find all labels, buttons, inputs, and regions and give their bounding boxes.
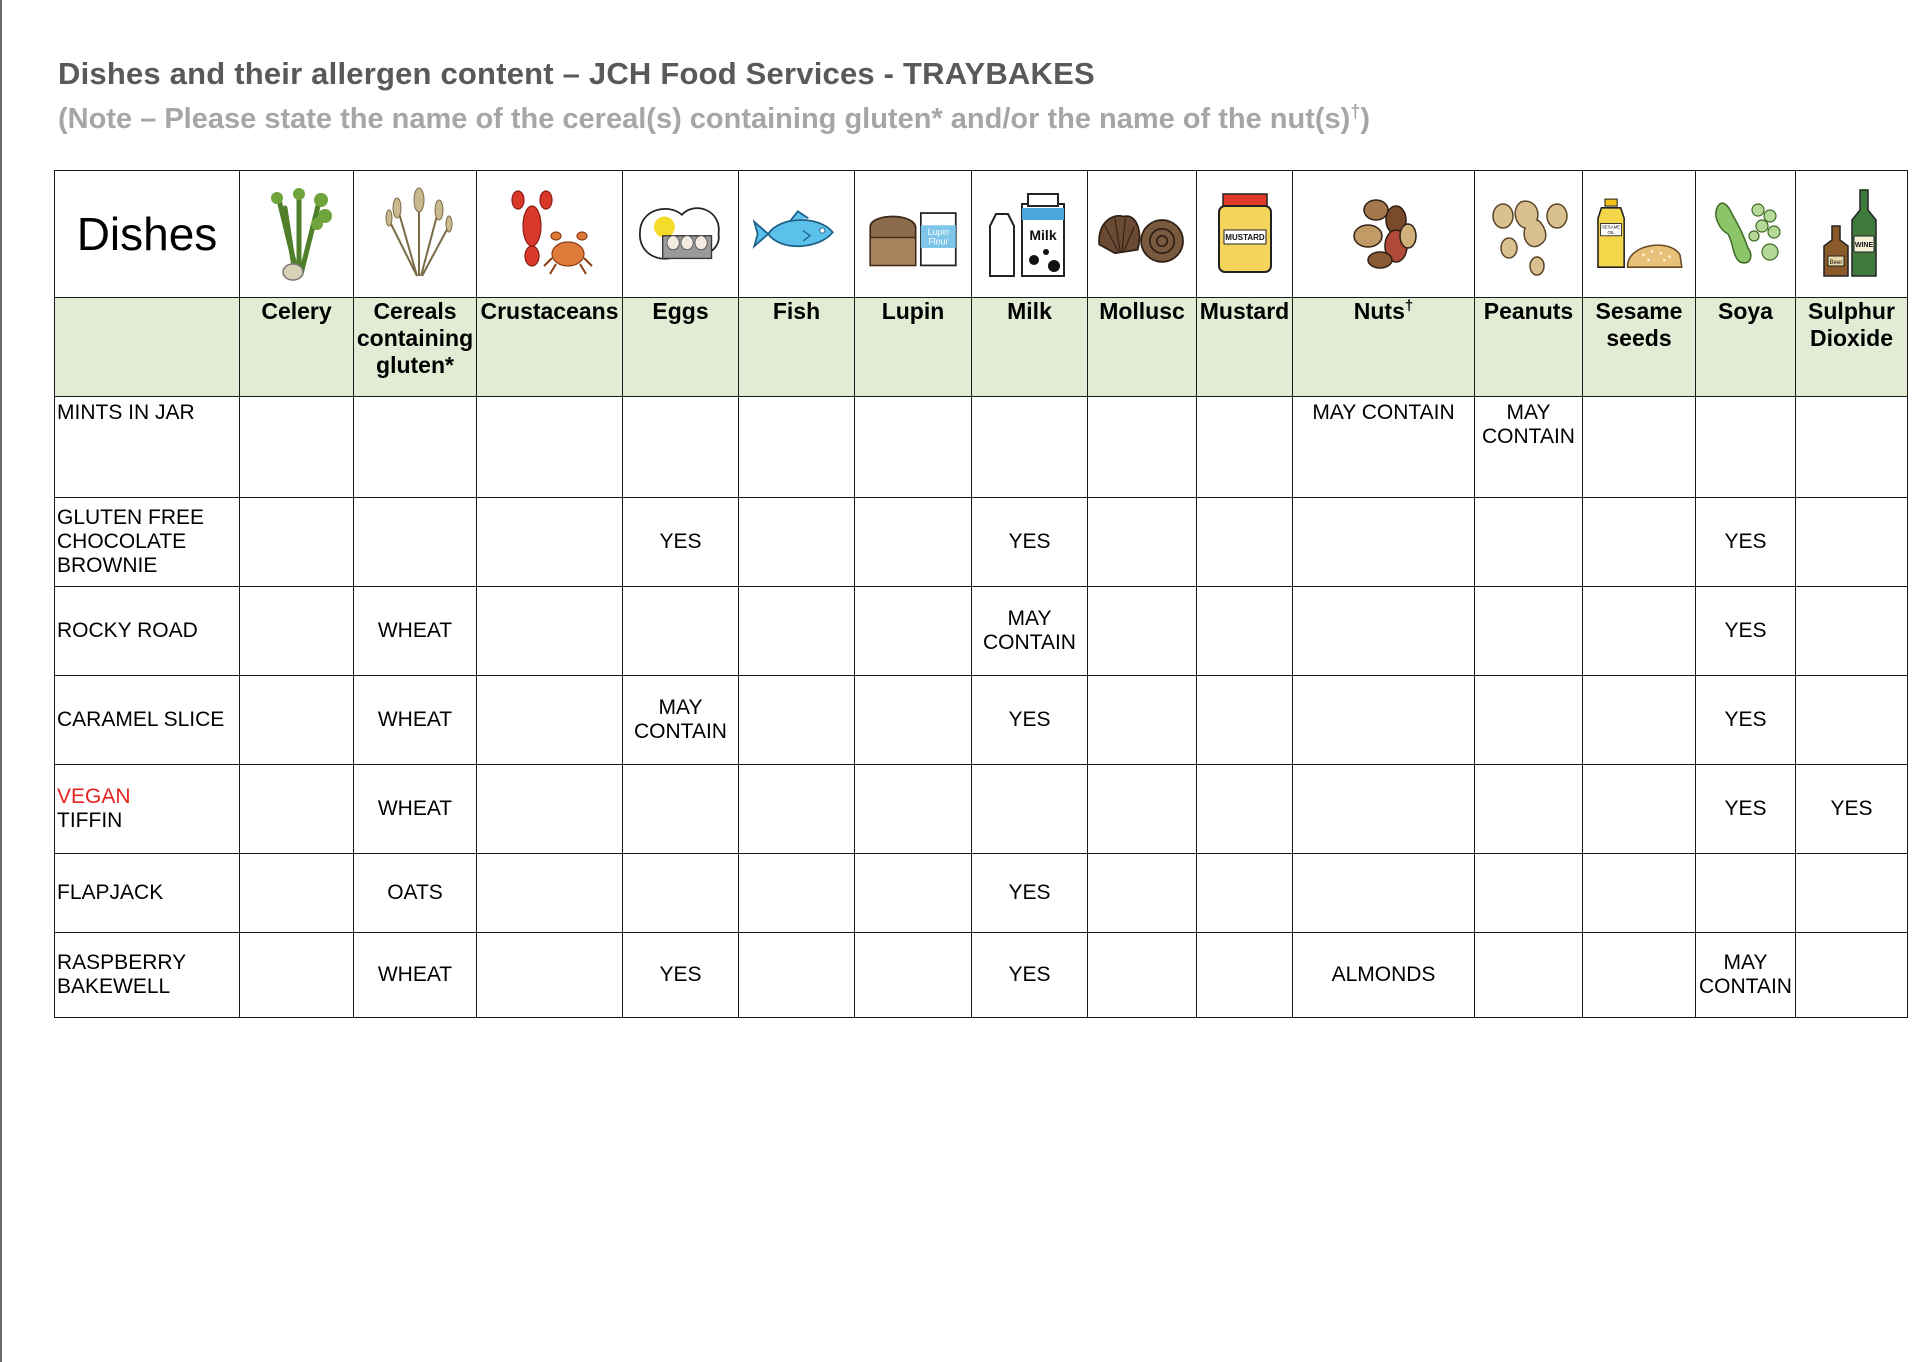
- table-cell: [1796, 854, 1908, 933]
- dish-name: [55, 765, 240, 854]
- table-cell: [240, 397, 354, 498]
- dish-name: RASPBERRY BAKEWELL: [55, 933, 240, 1018]
- table-cell: [1475, 676, 1583, 765]
- table-cell: [739, 676, 855, 765]
- table-cell: [1583, 854, 1696, 933]
- table-cell: [1293, 498, 1475, 587]
- table-cell: [1293, 765, 1475, 854]
- table-cell: [1696, 397, 1796, 498]
- table-cell: YES: [972, 676, 1088, 765]
- table-cell: [477, 854, 623, 933]
- table-cell: [477, 676, 623, 765]
- celery-icon: [240, 171, 354, 298]
- svg-text:MUSTARD: MUSTARD: [1225, 233, 1265, 242]
- table-row: [55, 587, 1908, 676]
- table-cell: [1583, 498, 1696, 587]
- milk-icon: [972, 171, 1088, 298]
- table-cell: [739, 765, 855, 854]
- table-cell: [1197, 933, 1293, 1018]
- table-cell: [1475, 765, 1583, 854]
- table-cell: [1583, 397, 1696, 498]
- table-cell: [623, 397, 739, 498]
- table-cell: [1796, 587, 1908, 676]
- svg-text:WINE: WINE: [1854, 242, 1873, 249]
- table-cell: YES: [1696, 676, 1796, 765]
- page-left-border: [0, 0, 2, 1362]
- table-cell: [1583, 765, 1696, 854]
- table-cell: [1796, 498, 1908, 587]
- table-cell: [739, 498, 855, 587]
- table-cell: YES: [1796, 765, 1908, 854]
- table-cell: [1475, 854, 1583, 933]
- allergen-table: [54, 170, 1908, 1018]
- column-header-sulphur-dioxide: Sulphur Dioxide: [1796, 298, 1908, 397]
- table-cell: [1088, 397, 1197, 498]
- column-header-cereals: Cereals containing gluten*: [354, 298, 477, 397]
- table-cell: [1088, 498, 1197, 587]
- column-header-eggs: Eggs: [623, 298, 739, 397]
- table-cell: [855, 933, 972, 1018]
- table-cell: [855, 498, 972, 587]
- svg-text:Beer: Beer: [1829, 260, 1842, 266]
- table-cell: [855, 587, 972, 676]
- table-cell: [240, 676, 354, 765]
- subtitle-close: ): [1360, 103, 1371, 135]
- soya-icon: [1696, 171, 1796, 298]
- dish-name: CARAMEL SLICE: [55, 676, 240, 765]
- dish-name-text: TIFFIN: [57, 809, 123, 832]
- page-subtitle: [58, 103, 1370, 136]
- mollusc-icon: [1088, 171, 1197, 298]
- column-header-peanuts: Peanuts: [1475, 298, 1583, 397]
- table-cell: [1088, 854, 1197, 933]
- table-cell: MAY CONTAIN: [972, 587, 1088, 676]
- table-cell: [1197, 676, 1293, 765]
- table-cell: MAY CONTAIN: [1475, 397, 1583, 498]
- table-cell: [1583, 587, 1696, 676]
- dish-name: MINTS IN JAR: [55, 397, 240, 498]
- table-cell: [855, 765, 972, 854]
- table-cell: [1583, 933, 1696, 1018]
- column-header-celery: Celery: [240, 298, 354, 397]
- table-cell: [1197, 397, 1293, 498]
- page-title: Dishes and their allergen content – JCH Food Services - TRAYBAKES: [58, 56, 1095, 91]
- table-cell: [354, 397, 477, 498]
- table-cell: [1088, 933, 1197, 1018]
- table-row: [55, 498, 1908, 587]
- table-cell: [1475, 587, 1583, 676]
- vegan-label: VEGAN: [57, 785, 131, 808]
- dish-name: FLAPJACK: [55, 854, 240, 933]
- table-cell: [972, 765, 1088, 854]
- table-cell: OATS: [354, 854, 477, 933]
- table-cell: [855, 676, 972, 765]
- svg-text:Flour: Flour: [928, 236, 949, 247]
- table-cell: [1197, 587, 1293, 676]
- table-cell: WHEAT: [354, 587, 477, 676]
- table-cell: [240, 587, 354, 676]
- table-cell: MAY CONTAIN: [1293, 397, 1475, 498]
- table-cell: [477, 933, 623, 1018]
- table-cell: MAY CONTAIN: [1696, 933, 1796, 1018]
- nuts-dagger: †: [1404, 297, 1414, 315]
- table-cell: YES: [1696, 498, 1796, 587]
- table-cell: [739, 933, 855, 1018]
- table-cell: [354, 498, 477, 587]
- column-header-fish: Fish: [739, 298, 855, 397]
- eggs-icon: [623, 171, 739, 298]
- table-cell: [1475, 933, 1583, 1018]
- sesame-icon: [1583, 171, 1696, 298]
- table-row: [55, 676, 1908, 765]
- table-cell: [1293, 854, 1475, 933]
- table-cell: YES: [1696, 765, 1796, 854]
- column-header-nuts: [1293, 298, 1475, 397]
- dish-name: GLUTEN FREE CHOCOLATE BROWNIE: [55, 498, 240, 587]
- lupin-icon-text: Lupin: [927, 226, 949, 237]
- table-cell: [1796, 933, 1908, 1018]
- table-cell: [855, 854, 972, 933]
- fish-icon: [739, 171, 855, 298]
- table-cell: YES: [972, 498, 1088, 587]
- table-cell: [477, 397, 623, 498]
- table-cell: [1696, 854, 1796, 933]
- column-header-sesame: Sesame seeds: [1583, 298, 1696, 397]
- table-cell: [1293, 587, 1475, 676]
- table-cell: [1197, 854, 1293, 933]
- table-cell: [240, 498, 354, 587]
- svg-text:SESAME: SESAME: [1601, 224, 1621, 230]
- table-cell: YES: [972, 933, 1088, 1018]
- table-cell: [1796, 676, 1908, 765]
- column-header-mustard: Mustard: [1197, 298, 1293, 397]
- table-row: [55, 765, 1908, 854]
- table-cell: YES: [623, 933, 739, 1018]
- dishes-heading-band: [55, 298, 240, 397]
- table-cell: [477, 765, 623, 854]
- column-header-lupin: Lupin: [855, 298, 972, 397]
- table-cell: [623, 854, 739, 933]
- peanuts-icon: [1475, 171, 1583, 298]
- table-cell: [623, 765, 739, 854]
- table-cell: [1293, 676, 1475, 765]
- table-cell: YES: [972, 854, 1088, 933]
- table-cell: [1088, 765, 1197, 854]
- table-cell: WHEAT: [354, 765, 477, 854]
- table-cell: [1197, 765, 1293, 854]
- svg-text:OIL: OIL: [1607, 230, 1615, 235]
- icon-row: [55, 171, 1908, 298]
- table-cell: [240, 933, 354, 1018]
- column-header-nuts-label: Nuts: [1353, 298, 1405, 324]
- cereals-icon: [354, 171, 477, 298]
- table-cell: [739, 854, 855, 933]
- table-cell: [1583, 676, 1696, 765]
- dishes-heading: Dishes: [55, 171, 240, 298]
- table-cell: WHEAT: [354, 676, 477, 765]
- table-cell: [240, 765, 354, 854]
- table-cell: WHEAT: [354, 933, 477, 1018]
- table-row: [55, 854, 1908, 933]
- column-header-crustaceans: Crustaceans: [477, 298, 623, 397]
- column-header-milk: Milk: [972, 298, 1088, 397]
- nuts-icon: [1293, 171, 1475, 298]
- mustard-icon: [1197, 171, 1293, 298]
- table-cell: ALMONDS: [1293, 933, 1475, 1018]
- sulphur-dioxide-icon: [1796, 171, 1908, 298]
- table-cell: [972, 397, 1088, 498]
- table-cell: [739, 587, 855, 676]
- table-cell: [739, 397, 855, 498]
- table-cell: [1088, 587, 1197, 676]
- table-cell: [623, 587, 739, 676]
- table-row: [55, 397, 1908, 498]
- column-header-mollusc: Mollusc: [1088, 298, 1197, 397]
- table-cell: [855, 397, 972, 498]
- dish-name: ROCKY ROAD: [55, 587, 240, 676]
- table-cell: [477, 498, 623, 587]
- table-cell: [1088, 676, 1197, 765]
- table-cell: YES: [1696, 587, 1796, 676]
- table-cell: MAY CONTAIN: [623, 676, 739, 765]
- subtitle-dagger: †: [1350, 101, 1361, 122]
- table-cell: [477, 587, 623, 676]
- table-cell: [240, 854, 354, 933]
- column-header-soya: Soya: [1696, 298, 1796, 397]
- table-row: [55, 933, 1908, 1018]
- table-cell: [1796, 397, 1908, 498]
- subtitle-text: (Note – Please state the name of the cereal(s) containing gluten* and/or the name of the nut(s): [58, 103, 1351, 135]
- svg-text:Milk: Milk: [1028, 227, 1057, 243]
- lupin-icon: [855, 171, 972, 298]
- table-cell: [1197, 498, 1293, 587]
- table-cell: YES: [623, 498, 739, 587]
- table-cell: [1475, 498, 1583, 587]
- allergen-label-row: [55, 298, 1908, 397]
- crustaceans-icon: [477, 171, 623, 298]
